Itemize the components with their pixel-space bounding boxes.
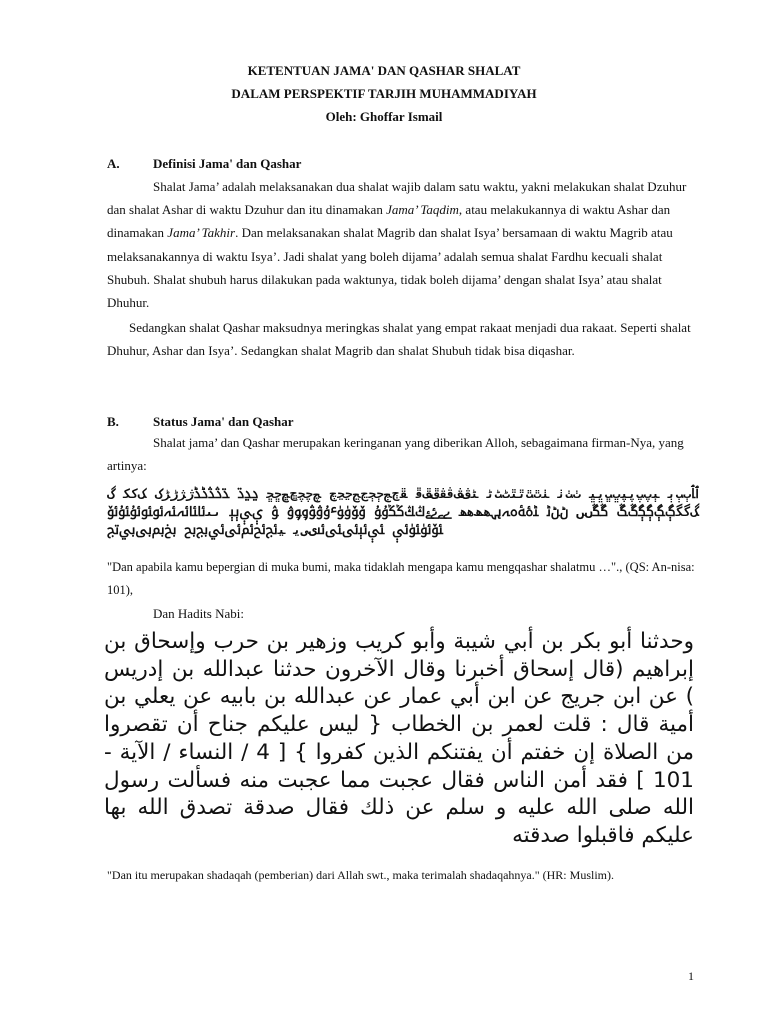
hadith-translation: "Dan itu merupakan shadaqah (pemberian) dari Allah swt., maka terimalah shadaqahnya." (HR: Muslim). bbox=[107, 868, 614, 882]
quran-verse-garbled: ﭐﭑﭒﭓﭔ ﭕﭖﭗﭘﭙﭚﭛﭜﭝ ﭞﭟﭠ ﭡﭢﭣﭤﭥﭦﭧﭨ ﭩﭪﭫﭬﭭﭮﭯﭰ ﭱﭲﭳﭴﭵﭶﭷﭸﭹﭺ ﭻﭼﭽﭾﭿﮀﮁ ﮂﮃﮄ ﮅﮆﮇﮈﮉﮊﮋﮌﮍﮎ ﮏﮐﮑ ﮒﮓﮔﮕﮖﮗﮘﮙﮚﮛ ﮜﮝﮞﮟ ﮠﮡﮢ ﮣﮤﮥﮦﮧﮨﮩﮪﮫﮬﮭ ﮮﮯﮰﮱﯓﯔﯕﯖﯗﯘ ﯙﯚﯛﯜﯝﯞﯟﯠﯡﯢ ﯣ ﯤﯥﯦﯧ ﯨﯩﯪﯫﯬﯭﯮﯯﯰﯱﯲﯳﯴﯵﯶ ﯷﯸﯹﯺﯻﯼﯽﯾ ﯿﰀﰁﰂﰃﰄﰅﰆ ﰇﰈﰉﰊﰋ bbox=[107, 487, 699, 538]
hadith-arabic-text: وحدثنا أبو بكر بن أبي شيبة وأبو كريب وزهير بن حرب وإسحاق بن إبراهيم (قال إسحاق أخبرنا وقال الآخرون حدثنا عبدالله بن إدريس ) عن ابن جريج عن ابن أبي عمار عن عبدالله بن بابيه عن يعلي بن أمية قال : قلت لعمر بن الخطاب { ليس عليكم جناح أن تقصروا من الصلاة إن خفتم أن يفتنكم الذين كفروا } [ 4 / النساء / الآية - 101 ] فقد أمن الناس فقال عجبت مما عجبت منه فسألت رسول الله صلى الله عليه و سلم عن ذلك فقال صدقة تصدق الله بها عليكم فاقبلوا صدقته bbox=[104, 629, 694, 848]
term-jama-taqdim: Jama’ Taqdim bbox=[386, 202, 459, 218]
document-title-line1: KETENTUAN JAMA' DAN QASHAR SHALAT bbox=[247, 63, 521, 78]
quran-translation: "Dan apabila kamu bepergian di muka bumi, maka tidaklah mengapa kamu mengqashar shalatmu …"., (QS: An-nisa: 101), bbox=[107, 560, 695, 598]
p1-text-1: Shalat Jama’ adalah melaksanakan dua shalat wajib dalam satu waktu, yakni melakukan shalat Dzuhur dan shalat Ashar di waktu Dzuhur dan itu dinamakan bbox=[107, 179, 687, 218]
section-a-paragraph-2: Sedangkan shalat Qashar maksudnya meringkas shalat yang empat rakaat menjadi dua rakaat. Seperti shalat Dhuhur, Ashar dan Isya’. Sedangkan shalat Magrib dan shalat Shubuh tidak bisa diqashar. bbox=[107, 320, 691, 359]
p1-text-3: . Dan melaksanakan shalat Magrib dan shalat Isya’ bersamaan di waktu Magrib atau melaksanakannya di waktu Isya’. Jadi shalat yang boleh dijama’ adalah semua shalat Fardhu kecuali shalat Shubuh. Shalat shubuh harus dilakukan pada waktunya, tidak boleh dijama’ dengan shalat Isya’ atau shalat Dhuhur. bbox=[107, 225, 673, 311]
p1-text-2: , atau melakukannya di waktu Ashar dan dinamakan bbox=[107, 202, 671, 241]
section-b-title: Status Jama' dan Qashar bbox=[153, 414, 294, 429]
section-a-paragraph-1 bbox=[107, 175, 699, 314]
section-a-letter: A. bbox=[107, 156, 120, 171]
page-number: 1 bbox=[688, 969, 694, 983]
section-b-letter: B. bbox=[107, 414, 119, 429]
section-b-intro: Shalat jama’ dan Qashar merupakan keringanan yang diberikan Alloh, sebagaimana firman-Nya, yang artinya: bbox=[107, 435, 684, 474]
section-a-title: Definisi Jama' dan Qashar bbox=[153, 156, 302, 171]
document-title-line2: DALAM PERSPEKTIF TARJIH MUHAMMADIYAH bbox=[231, 86, 537, 101]
hadith-intro: Dan Hadits Nabi: bbox=[153, 606, 244, 621]
term-jama-takhir: Jama’ Takhir bbox=[167, 225, 236, 241]
document-author: Oleh: Ghoffar Ismail bbox=[325, 109, 443, 124]
